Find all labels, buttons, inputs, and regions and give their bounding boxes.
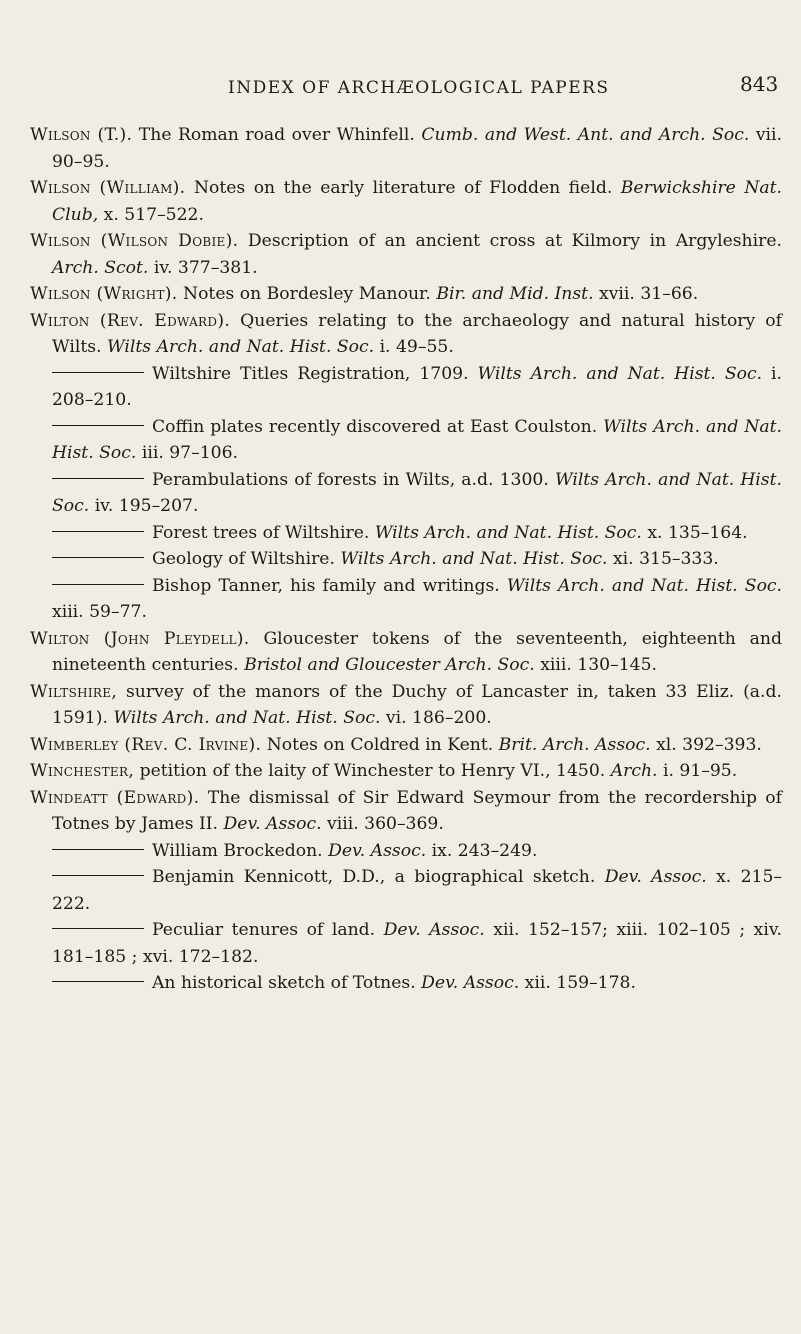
entry-author: Wilton (John Pleydell). xyxy=(30,628,250,649)
entry-ref: vi. 186–200. xyxy=(385,708,492,728)
index-entry xyxy=(30,228,782,281)
entry-ref: xiii. 59–77. xyxy=(52,602,147,622)
ditto-dash xyxy=(52,875,144,876)
page-number: 843 xyxy=(740,72,779,96)
entry-author: Wilson (T.). xyxy=(30,125,133,145)
entry-ref: viii. 360–369. xyxy=(327,814,444,834)
entry-title: An historical sketch of Totnes. xyxy=(152,973,416,993)
entry-source: Dev. Assoc. xyxy=(223,814,322,834)
entry-title: Geology of Wiltshire. xyxy=(152,549,335,569)
entry-title: Perambulations of forests in Wilts, a.d. 1300. xyxy=(152,469,549,490)
ditto-dash xyxy=(52,849,144,850)
ditto-dash xyxy=(52,584,144,585)
entry-title: Notes on Coldred in Kent. xyxy=(266,734,494,755)
entry-author: Windeatt (Edward). xyxy=(30,787,200,808)
entry-title: Notes on Bordesley Manour. xyxy=(183,284,431,304)
entry-ref: iii. 97–106. xyxy=(141,443,238,463)
entry-title: survey of the manors of the Duchy of Lancaster in, taken 33 Eliz. (a.d. 1591). xyxy=(52,681,782,728)
entry-source: Brit. Arch. Assoc. xyxy=(498,734,651,755)
index-entry xyxy=(30,281,782,308)
entry-source: Wilts Arch. and Nat. Hist. Soc. xyxy=(107,337,375,357)
entry-author: Wilson (Wright). xyxy=(30,284,178,304)
index-entry xyxy=(30,175,782,228)
entry-author: Wilson (William). xyxy=(30,178,186,198)
entry-ref: i. 49–55. xyxy=(379,337,454,357)
entry-title: Benjamin Kennicott, D.D., a biographical sketch. xyxy=(152,867,596,887)
entry-source: Bir. and Mid. Inst. xyxy=(436,284,594,304)
ditto-dash xyxy=(52,981,144,982)
ditto-dash xyxy=(52,531,144,532)
index-entry xyxy=(30,122,782,175)
entry-source: Berwickshire Nat. Club, xyxy=(52,178,782,225)
entry-ref: x. 135–164. xyxy=(647,522,748,543)
page-header xyxy=(0,72,801,108)
entry-author: Wilton (Rev. Edward). xyxy=(30,310,231,331)
entry-ref: iv. 377–381. xyxy=(153,257,258,278)
index-entries xyxy=(30,122,782,997)
entry-ref: x. 215–222. xyxy=(52,867,782,914)
entry-title: William Brockedon. xyxy=(152,840,323,861)
entry-ref: xiii. 130–145. xyxy=(540,655,657,675)
entry-source: Arch. xyxy=(610,761,658,781)
ditto-dash xyxy=(52,478,144,479)
ditto-dash xyxy=(52,928,144,929)
entry-title: The dismissal of Sir Edward Seymour from the recordership of Totnes by James II. xyxy=(52,787,782,834)
entry-author: Wiltshire, xyxy=(30,681,118,702)
entry-title: Coffin plates recently discovered at East Coulston. xyxy=(152,416,598,437)
entry-ref: xii. 159–178. xyxy=(524,973,636,993)
entry-source: Wilts Arch. and Nat. Hist. Soc. xyxy=(374,522,642,543)
entry-title: Notes on the early literature of Flodden field. xyxy=(193,178,613,198)
entry-ref: xii. 152–157; xiii. 102–105 ; xiv. 181–185 ; xvi. 172–182. xyxy=(52,920,783,967)
index-entry xyxy=(30,785,782,838)
ditto-dash xyxy=(52,425,144,426)
entry-author: Winchester, xyxy=(30,761,135,781)
entry-title: Forest trees of Wiltshire. xyxy=(152,522,370,543)
index-entry xyxy=(30,308,782,361)
entry-source: Dev. Assoc. xyxy=(604,867,707,887)
entry-source: Wilts Arch. and Nat. Hist. Soc. xyxy=(340,549,608,569)
ditto-dash xyxy=(52,372,144,373)
entry-ref: iv. 195–207. xyxy=(94,496,199,516)
entry-title: Queries relating to the archaeology and natural history of Wilts. xyxy=(52,310,782,357)
entry-source: Wilts Arch. and Nat. Hist. Soc. xyxy=(52,416,782,463)
entry-source: Cumb. and West. Ant. and Arch. Soc. xyxy=(421,125,750,145)
entry-source: Bristol and Gloucester Arch. Soc. xyxy=(244,655,535,675)
entry-source: Arch. Scot. xyxy=(52,257,149,278)
index-entry-continued xyxy=(30,546,782,573)
entry-ref: vii. 90–95. xyxy=(52,125,782,172)
index-entry-continued xyxy=(30,838,782,865)
entry-author: Wilson (Wilson Dobie). xyxy=(30,231,239,251)
entry-title: The Roman road over Whinfell. xyxy=(138,125,415,145)
index-entry-continued xyxy=(30,917,782,970)
entry-author: Wimberley (Rev. C. Irvine). xyxy=(30,734,262,755)
entry-source: Dev. Assoc. xyxy=(421,973,520,993)
entry-ref: i. 208–210. xyxy=(52,363,782,410)
running-title: INDEX OF ARCHÆOLOGICAL PAPERS xyxy=(228,78,610,98)
entry-ref: xl. 392–393. xyxy=(656,734,762,755)
index-entry xyxy=(30,732,782,759)
index-entry-continued xyxy=(30,467,782,520)
entry-source: Wilts Arch. and Nat. Hist. Soc. xyxy=(52,469,782,516)
entry-source: Dev. Assoc. xyxy=(328,840,427,861)
index-entry-continued xyxy=(30,864,782,917)
index-entry xyxy=(30,626,782,679)
index-entry xyxy=(30,679,782,732)
entry-source: Wilts Arch. and Nat. Hist. Soc. xyxy=(506,575,783,596)
entry-source: Wilts Arch. and Nat. Hist. Soc. xyxy=(113,708,381,728)
ditto-dash xyxy=(52,557,144,558)
entry-title: Wiltshire Titles Registration, 1709. xyxy=(152,363,469,384)
entry-title: Peculiar tenures of land. xyxy=(152,920,376,940)
entry-ref: xvii. 31–66. xyxy=(599,284,699,304)
entry-title: Gloucester tokens of the seventeenth, eighteenth and nineteenth centuries. xyxy=(52,628,783,675)
entry-source: Wilts Arch. and Nat. Hist. Soc. xyxy=(477,363,763,384)
entry-ref: x. 517–522. xyxy=(103,204,204,225)
entry-title: Description of an ancient cross at Kilmory in Argyleshire. xyxy=(247,231,782,251)
entry-ref: xi. 315–333. xyxy=(612,549,719,569)
index-entry xyxy=(30,758,782,785)
entry-source: Dev. Assoc. xyxy=(383,920,485,940)
entry-ref: ix. 243–249. xyxy=(431,840,538,861)
index-entry-continued xyxy=(30,970,782,997)
entry-ref: i. 91–95. xyxy=(662,761,738,781)
entry-title: Bishop Tanner, his family and writings. xyxy=(152,575,500,596)
index-entry-continued xyxy=(30,520,782,547)
entry-title: petition of the laity of Winchester to Henry VI., 1450. xyxy=(139,761,606,781)
index-entry-continued xyxy=(30,361,782,414)
index-entry-continued xyxy=(30,573,782,626)
index-entry-continued xyxy=(30,414,782,467)
